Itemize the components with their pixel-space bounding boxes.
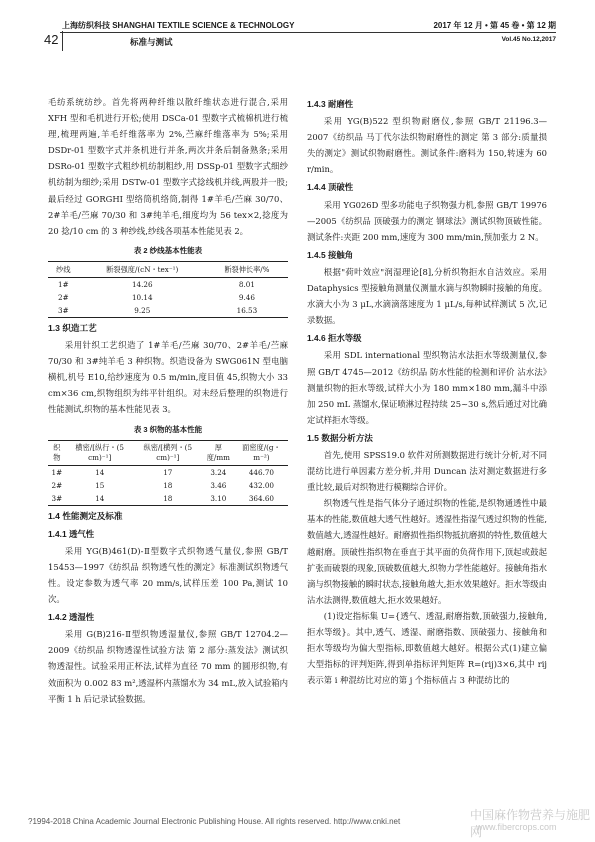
table-cell: 9.46 — [238, 292, 255, 302]
page-number: 42 — [44, 32, 59, 47]
table3-fabric-properties — [48, 440, 288, 506]
table-cell: 2# — [58, 292, 69, 302]
table-cell: 15 — [95, 480, 105, 490]
volume-info: Vol.45 No.12,2017 — [501, 36, 556, 43]
heading-1-4: 1.4 性能测定及标准 — [48, 510, 123, 521]
heading-1-4-5: 1.4.5 接触角 — [307, 249, 354, 260]
paragraph-water-repellency: 采用 SDL international 型织物沾水法拒水等级测量仪,参照 GB/T 4745—2012《纺织品 防水性能的检测和评价 沾水法》测量织物的拒水等级,试样大小为 180 mm×180 mm,漏斗中添加 250 mL 蒸馏水,保证喷淋过程持续 25~30 s,然后通过对比确定试样拒水等级。 — [307, 350, 547, 425]
table2-yarn-properties — [48, 261, 288, 318]
section-name: 标准与测试 — [130, 38, 173, 48]
paragraph-index-set: (1)设定指标集 U={透气、透湿,耐磨指数,顶破强力,接触角,拒水等级}。其中,透气、透湿、耐磨指数、顶破强力、接触角和拒水等级均为偏大型指标,即数值越大越好。根据公式(1)建立偏大型指标的评判矩阵,得到单指标评判矩阵 R=(rij)3×6,其中 rij 表示第 i 种混纺比对应的第 j 个指标值占 3 种混纺比的 — [307, 610, 547, 686]
heading-1-3: 1.3 织造工艺 — [48, 322, 97, 333]
heading-1-4-3: 1.4.3 耐磨性 — [307, 99, 354, 109]
table-row — [48, 304, 288, 318]
table-cell: 16.53 — [206, 304, 288, 318]
paragraph-moisture-permeability: 采用 G(B)216-Ⅱ型织物透湿量仪,参照 GB/T 12704.2—2009《纺织品 织物透湿性试验方法 第 2 部分:蒸发法》测试织物透湿性。试验采用正杯法,试样为直径 70 mm 的圆形织物,有效面积为 0.002 83 m²,透湿杯内蒸馏水为 34 mL,放入试验箱内平衡 1 h 后记录试验数据。 — [48, 629, 288, 704]
table-cell: 8.01 — [238, 279, 255, 289]
heading-1-4-6: 1.4.6 拒水等级 — [307, 333, 362, 344]
table-cell: 14 — [95, 467, 105, 477]
table-cell: 2# — [51, 480, 63, 490]
page-header — [40, 17, 556, 57]
left-column — [48, 94, 288, 707]
issue-info: 2017 年 12 月 • 第 45 卷 • 第 12 期 — [433, 21, 556, 30]
table-row — [48, 465, 288, 479]
table2-header: 断裂强度/(cN・tex⁻¹) — [79, 261, 206, 277]
table-cell: 3# — [48, 492, 66, 506]
table-cell: 3.10 — [202, 492, 235, 506]
table2-header: 断裂伸长率/% — [206, 261, 288, 277]
paragraph-air-permeability: 采用 YG(B)461(D)-Ⅱ型数字式织物透气量仪,参照 GB/T 15453—1997《纺织品 织物透气性的测定》标准测试织物透气性。设定参数为透气率 20 mm/s,试样压差 100 Pa,测试 10 次。 — [48, 545, 288, 605]
table-cell: 446.70 — [248, 467, 275, 477]
table3-header: 织物 — [48, 440, 66, 465]
table-cell: 364.60 — [235, 492, 288, 506]
table-cell: 1# — [58, 279, 69, 289]
heading-1-4-1: 1.4.1 透气性 — [48, 528, 95, 539]
table-row — [48, 291, 288, 304]
table2-header: 纱线 — [48, 261, 79, 277]
paragraph-contact-angle: 根据"荷叶效应"润湿理论[8],分析织物拒水自洁效应。采用 Dataphysics 型接触角测量仪测量水滴与织物瞬时接触的角度。水滴大小为 3 μL,水滴滴落速度为 1 μL/s,每种试样测试 5 次,记录数据。 — [307, 266, 547, 326]
journal-name: 上海纺织科技 SHANGHAI TEXTILE SCIENCE & TECHNOLOGY — [62, 21, 295, 30]
paragraph-analysis-method: 首先,使用 SPSS19.0 软件对所测数据进行统计分析,对不同混纺比进行单因素方差分析,并用 Duncan 法对测定数据进行多重比较,最后对织物进行模糊综合评价。 — [307, 449, 547, 493]
paragraph-spinning: 毛纺系统纺纱。首先将两种纤维以散纤维状态进行混合,采用 XFH 型和毛机进行开松;使用 DSCa-01 型数字式梳棉机进行梳理,梳理两遍,羊毛纤维落率为 2%,苎麻纤维落率为 5%;采用 DSDr-01 型数字式并条机进行并条,两次并条后制备熟条;采用 DSRo-01 型数字式粗纱机纺制粗纱,用 DSSp-01 型数字式细纱机纺制为细纱;采用 DSTw-01 型数字式捻线机并线,两股并一股;最后经过 GORGHI 型络筒机络筒,制得 1#羊毛/苎麻 30/70、2#羊毛/苎麻 70/30 和 3#纯羊毛,细度均为 56 tex×2,捻度为 20 捻/10 cm 的 3 种纱线,纱线各项基本性能见表 2。 — [48, 97, 288, 236]
paragraph-bursting: 采用 YG026D 型多功能电子织物强力机,参照 GB/T 19976—2005《纺织品 顶破强力的测定 钢球法》测试织物顶破性能。测试条件:夹距 200 mm,速度为 300 mm/min,预加张力 2 N。 — [307, 199, 547, 242]
table-cell: 432.00 — [248, 480, 275, 490]
table3-header: 横密/[纵行・(5 cm)⁻¹] — [66, 440, 134, 465]
watermark-text: 中国麻作物营养与施肥网 — [470, 808, 591, 839]
table-row — [48, 492, 288, 506]
heading-1-4-2: 1.4.2 透湿性 — [48, 612, 95, 623]
table-cell: 1# — [51, 467, 63, 477]
header-rule — [60, 32, 556, 33]
table-row — [48, 479, 288, 492]
table-cell: 10.14 — [131, 292, 153, 302]
table-cell: 9.25 — [79, 304, 206, 318]
table-cell: 3# — [48, 304, 79, 318]
copyright-footer: ?1994-2018 China Academic Journal Electronic Publishing House. All rights reserved. http://www.cnki.net — [28, 817, 401, 826]
heading-1-4-4: 1.4.4 顶破性 — [307, 182, 354, 193]
table3-caption: 表 3 织物的基本性能 — [133, 424, 203, 434]
table3-header: 面密度/(g・m⁻²) — [235, 440, 288, 465]
paragraph-abrasion: 采用 YG(B)522 型织物耐磨仪,参照 GB/T 21196.3—2007《纺织品 马丁代尔法织物耐磨性的测定 第 3 部分:质量损失的测定》测试织物耐磨性。测试条件:磨料为 150,转速为 60 r/min。 — [307, 116, 547, 175]
table-cell: 17 — [163, 467, 173, 477]
table-cell: 18 — [163, 480, 173, 490]
table-cell: 14.26 — [131, 279, 153, 289]
paragraph-index-definitions: 织物透气性是指气体分子通过织物的性能,是织物通透性中最基本的性能,数值越大透气性越好。透湿性指湿气透过织物的性能,数值越大,透湿性越好。耐磨损性指织物抵抗磨损的特性,数值越大越耐磨。顶破性指织物在垂直于其平面的负荷作用下,顶起或鼓起扩张而破裂的现象,顶破数值越大,织物力学性能越好。接触角指水滴与织物接触的瞬时状态,接触角越大,拒水效果越好。拒水等级由沾水法测得,数值越大,拒水效果越好。 — [307, 498, 547, 605]
table-cell: 3.24 — [210, 467, 227, 477]
paragraph-weaving: 采用针织工艺织造了 1#羊毛/苎麻 30/70、2#羊毛/苎麻 70/30 和 3#纯羊毛 3 种织物。织造设备为 SWG061N 型电脑横机,机号 E10,给纱速度为 0.5 m/min,度目值 45,织物大小 33 cm×36 cm,织物组织为纬平针组织。对未经后整理的织物进行性能测试,织物的基本性能见表 3。 — [48, 340, 288, 415]
heading-1-5: 1.5 数据分析方法 — [307, 432, 373, 443]
table-cell: 3.46 — [210, 480, 227, 490]
right-column — [307, 94, 547, 688]
table2-caption: 表 2 纱线基本性能表 — [133, 245, 203, 255]
table3-header: 厚度/mm — [202, 440, 235, 465]
table-cell: 18 — [134, 492, 202, 506]
table3-header: 纵密/[横列・(5 cm)⁻¹] — [134, 440, 202, 465]
table-cell: 14 — [66, 492, 134, 506]
watermark-url: www.fibercrops.com — [476, 822, 557, 832]
table-row — [48, 277, 288, 291]
